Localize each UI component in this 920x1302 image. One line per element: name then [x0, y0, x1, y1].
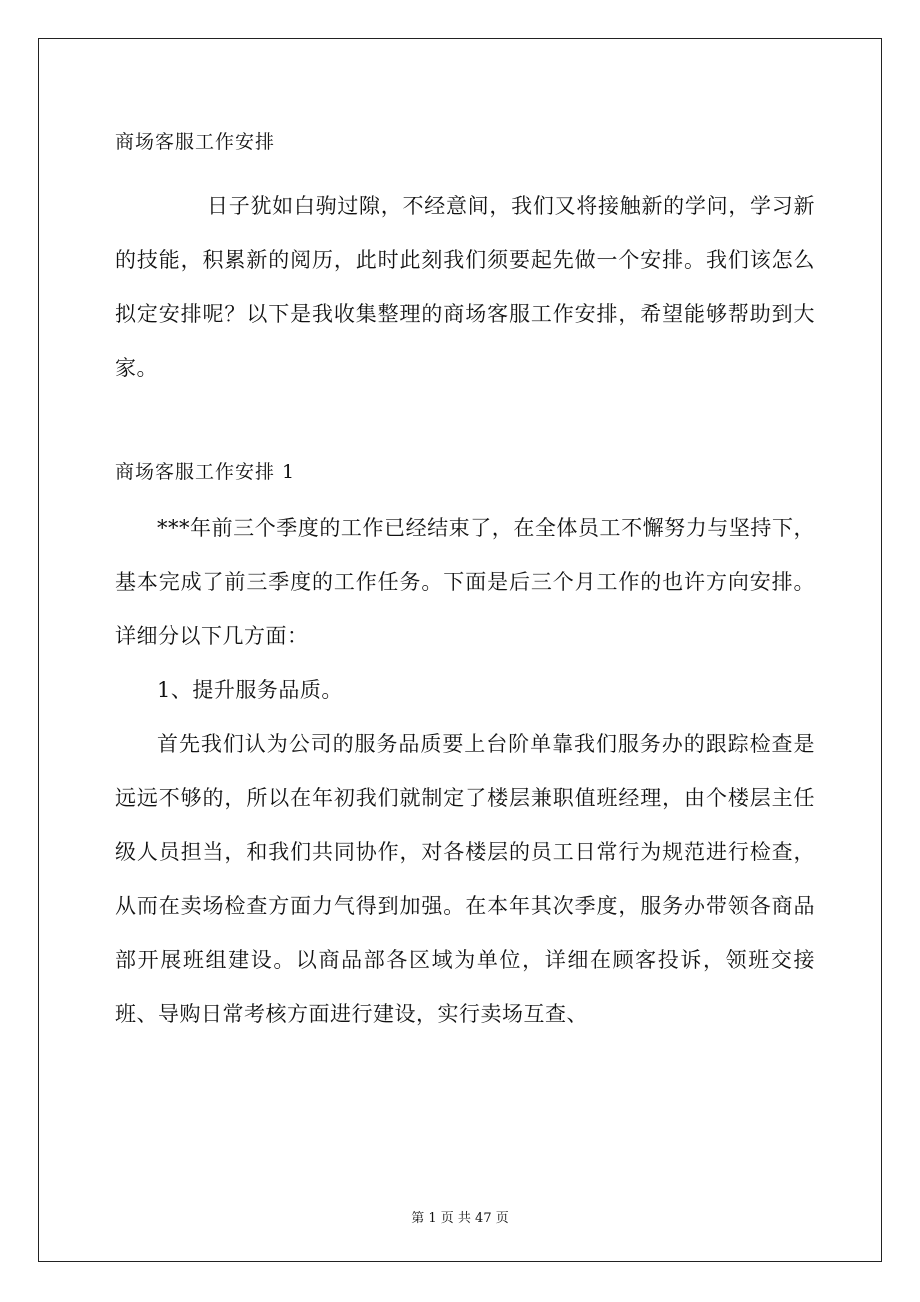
body-paragraph: ***年前三个季度的工作已经结束了，在全体员工不懈努力与坚持下，基本完成了前三季度的工作任务。下面是后三个月工作的也许方向安排。详细分以下几方面：	[115, 516, 815, 648]
section-title: 商场客服工作安排 1	[115, 461, 296, 483]
body-paragraph: 1、提升服务品质。	[157, 678, 343, 702]
document-body	[115, 125, 815, 1041]
document-title: 商场客服工作安排	[115, 131, 276, 153]
body-paragraph: 首先我们认为公司的服务品质要上台阶单靠我们服务办的跟踪检查是远远不够的，所以在年初我们就制定了楼层兼职值班经理，由个楼层主任级人员担当，和我们共同协作，对各楼层的员工日常行为规范进行检查，从而在卖场检查方面力气得到加强。在本年其次季度，服务办带领各商品部开展班组建设。以商品部各区域为单位，详细在顾客投诉，领班交接班、导购日常考核方面进行建设，实行卖场互查、	[115, 732, 815, 1026]
page-number-footer: 第 1 页 共 47 页	[411, 1211, 509, 1226]
intro-paragraph: 日子犹如白驹过隙，不经意间，我们又将接触新的学问，学习新的技能，积累新的阅历，此时此刻我们须要起先做一个安排。我们该怎么拟定安排呢？以下是我收集整理的商场客服工作安排，希望能够帮助到大家。	[115, 194, 815, 380]
